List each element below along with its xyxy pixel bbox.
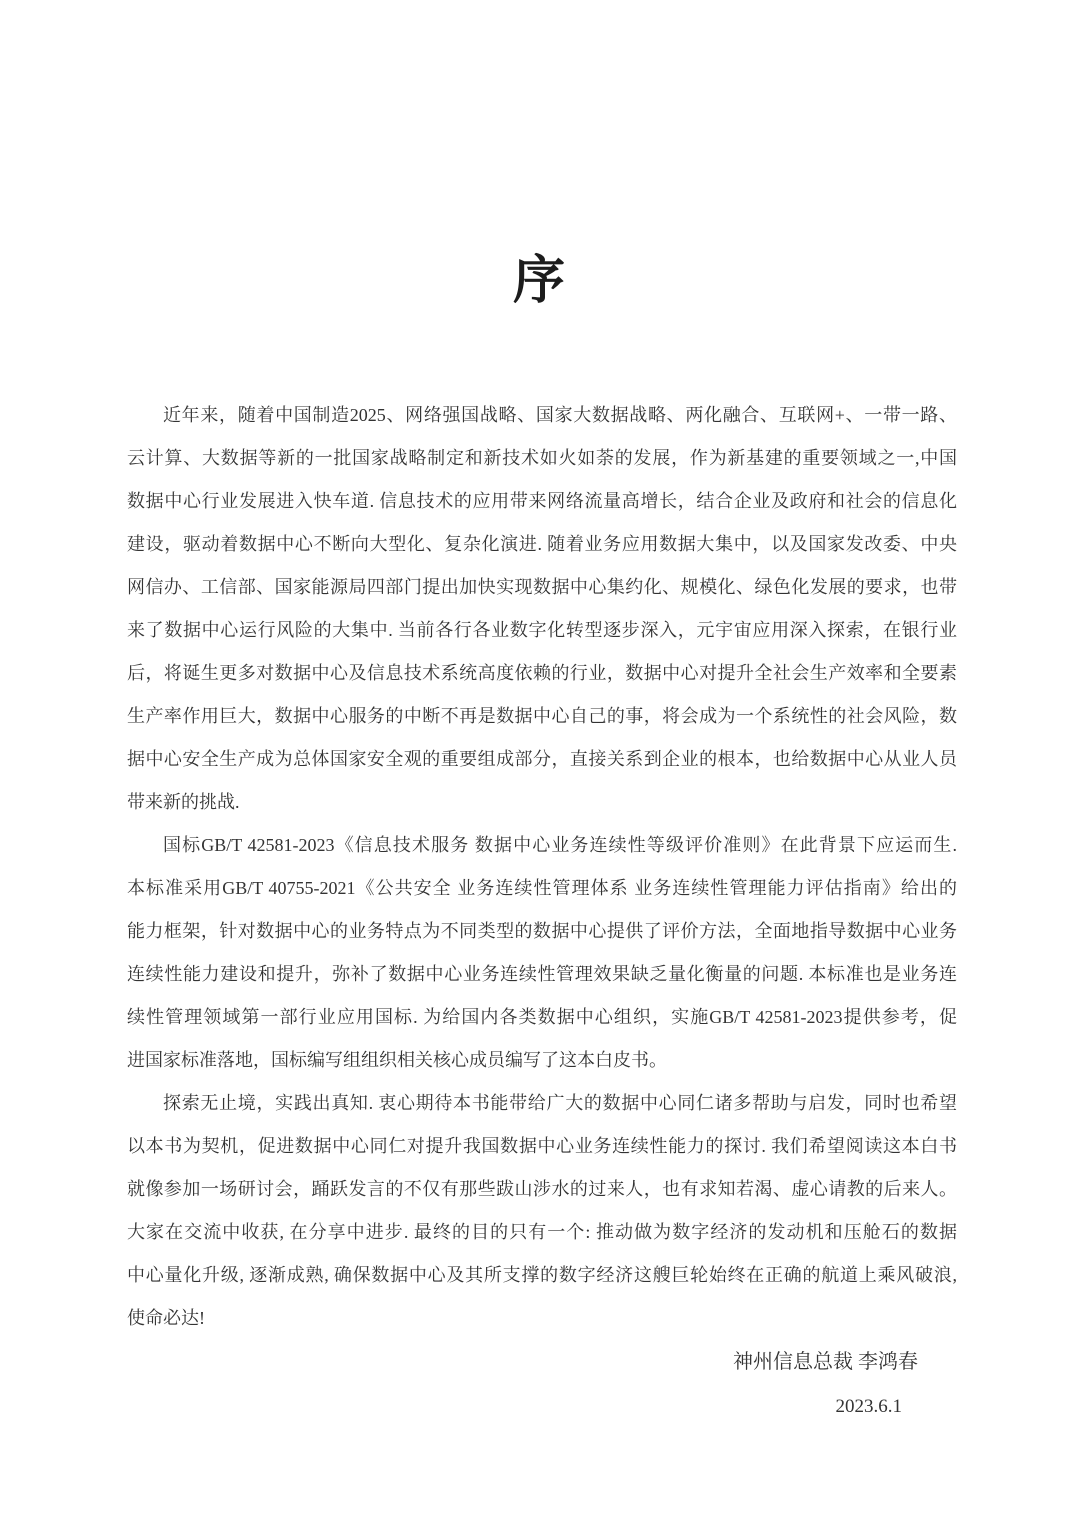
text-line: 数据中心行业发展进入快车道. 信息技术的应用带来网络流量高增长，结合企业及政府和社会的信息化 [127, 491, 957, 511]
text-line: 来了数据中心运行风险的大集中. 当前各行各业数字化转型逐步深入，元宇宙应用深入探索，在银行业 [127, 620, 957, 640]
text-line: 据中心安全生产成为总体国家安全观的重要组成部分，直接关系到企业的根本，也给数据中心从业人员 [127, 749, 957, 769]
page-title: 序 [512, 253, 567, 310]
text-line: 以本书为契机，促进数据中心同仁对提升我国数据中心业务连续性能力的探讨. 我们希望阅读这本白书 [127, 1136, 957, 1156]
text-line: 带来新的挑战. [127, 792, 240, 812]
text-line: 网信办、工信部、国家能源局四部门提出加快实现数据中心集约化、规模化、绿色化发展的要求，也带 [127, 577, 957, 597]
text-line: 云计算、大数据等新的一批国家战略制定和新技术如火如荼的发展，作为新基建的重要领域之一,中国 [127, 448, 957, 468]
text-line: 进国家标准落地，国标编写组组织相关核心成员编写了这本白皮书。 [127, 1050, 667, 1070]
text-line: 国标GB/T 42581-2023《信息技术服务 数据中心业务连续性等级评价准则》在此背景下应运而生. [163, 835, 957, 855]
text-line: 建设，驱动着数据中心不断向大型化、复杂化演进. 随着业务应用数据大集中，以及国家发改委、中央 [127, 534, 957, 554]
text-line: 本标准采用GB/T 40755-2021《公共安全 业务连续性管理体系 业务连续性管理能力评估指南》给出的 [127, 878, 957, 898]
text-line: 使命必达! [127, 1308, 205, 1328]
date: 2023.6.1 [835, 1396, 902, 1417]
paragraph-2 [127, 824, 957, 1082]
text-line: 生产率作用巨大，数据中心服务的中断不再是数据中心自己的事，将会成为一个系统性的社会风险，数 [127, 706, 957, 726]
text-line: 连续性能力建设和提升，弥补了数据中心业务连续性管理效果缺乏量化衡量的问题. 本标准也是业务连 [127, 964, 957, 984]
text-line: 探索无止境，实践出真知. 衷心期待本书能带给广大的数据中心同仁诸多帮助与启发，同时也希望 [163, 1093, 957, 1113]
text-line: 后，将诞生更多对数据中心及信息技术系统高度依赖的行业，数据中心对提升全社会生产效率和全要素 [127, 663, 957, 683]
signature: 神州信息总裁 李鸿春 [733, 1351, 918, 1373]
paragraph-1 [127, 394, 957, 824]
text-line: 续性管理领域第一部行业应用国标. 为给国内各类数据中心组织，实施GB/T 42581-2023提供参考，促 [127, 1007, 957, 1027]
text-line: 近年来，随着中国制造2025、网络强国战略、国家大数据战略、两化融合、互联网+、一带一路、 [163, 405, 957, 425]
text-line: 能力框架，针对数据中心的业务特点为不同类型的数据中心提供了评价方法，全面地指导数据中心业务 [127, 921, 957, 941]
text-line: 大家在交流中收获, 在分享中进步. 最终的目的只有一个: 推动做为数字经济的发动机和压舱石的数据 [127, 1222, 957, 1242]
paragraph-3 [127, 1082, 957, 1340]
text-line: 中心量化升级, 逐渐成熟, 确保数据中心及其所支撑的数字经济这艘巨轮始终在正确的航道上乘风破浪, [127, 1265, 957, 1285]
text-line: 就像参加一场研讨会，踊跃发言的不仅有那些跋山涉水的过来人，也有求知若渴、虚心请教的后来人。 [127, 1179, 957, 1199]
document-body [127, 394, 957, 1429]
